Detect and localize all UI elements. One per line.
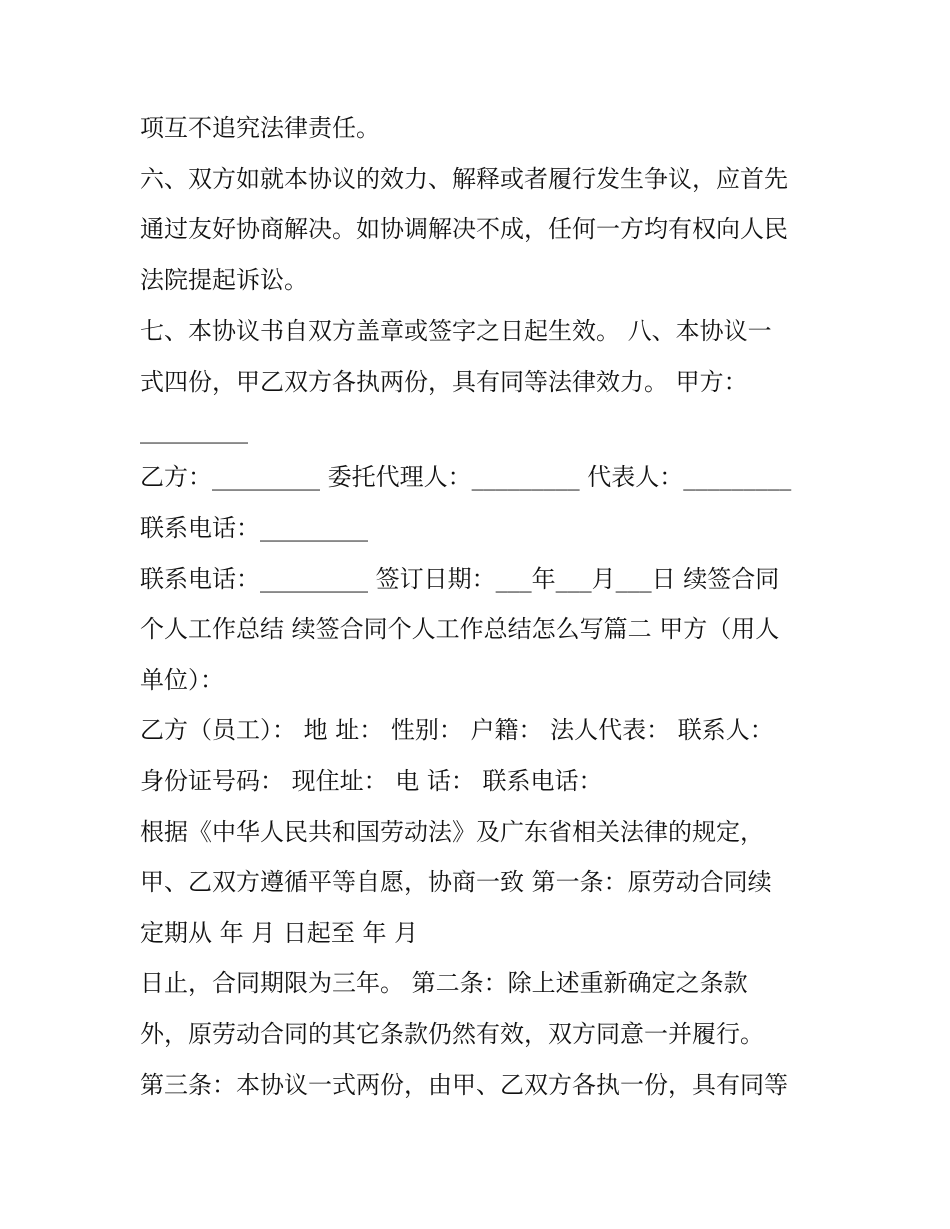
text-line: 甲、乙双方遵循平等自愿，协商一致 第一条：原劳动合同续 (140, 868, 772, 896)
text-line: 身份证号码： 现住址： 电 话： 联系电话： (140, 767, 603, 795)
text-line: 日止，合同期限为三年。 第二条：除上述重新确定之条款 (140, 969, 748, 997)
text-line: 根据《中华人民共和国劳动法》及广东省相关法律的规定， (140, 818, 764, 846)
text-line: 通过友好协商解决。如协调解决不成，任何一方均有权向人民 (140, 215, 788, 243)
text-line: 定期从 年 月 日起至 年 月 (140, 919, 419, 947)
text-line: 式四份，甲乙双方各执两份，具有同等法律效力。 甲方： (140, 368, 748, 396)
text-line: 七、本协议书自双方盖章或签字之日起生效。 八、本协议一 (140, 317, 772, 345)
text-line: 联系电话：_________ (140, 514, 368, 542)
text-line: 单位）： (140, 666, 224, 694)
text-line: 联系电话：_________ 签订日期：___年___月___日 续签合同 (140, 565, 780, 593)
text-line: 外，原劳动合同的其它条款仍然有效，双方同意一并履行。 (140, 1020, 764, 1048)
text-line: 第三条：本协议一式两份，由甲、乙双方各执一份，具有同等 (140, 1071, 788, 1099)
text-line: 乙方：_________ 委托代理人：_________ 代表人：_________ (140, 463, 792, 491)
text-line: 法院提起诉讼。 (140, 266, 308, 294)
text-line: 个人工作总结 续签合同个人工作总结怎么写篇二 甲方（用人 (140, 615, 780, 643)
text-line: 六、双方如就本协议的效力、解释或者履行发生争议，应首先 (140, 165, 788, 193)
text-line: 乙方（员工）： 地 址： 性别： 户籍： 法人代表： 联系人： (140, 716, 774, 744)
text-line: 项互不追究法律责任。 (140, 114, 380, 142)
signature-blank: _________ (140, 416, 248, 444)
